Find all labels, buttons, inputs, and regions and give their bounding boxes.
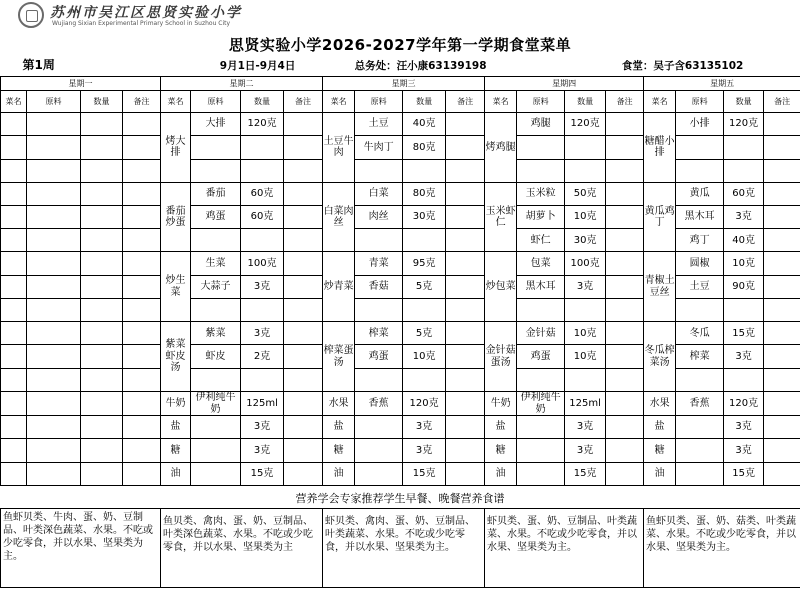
table-row: [1, 416, 800, 439]
quantity: 100克: [241, 252, 284, 275]
quantity: 30克: [565, 229, 606, 252]
col-quantity: 数量: [403, 90, 446, 112]
dish-fri-2: 黄瓜鸡丁: [644, 182, 676, 252]
quantity: 125ml: [241, 391, 284, 415]
quantity: 90克: [724, 275, 764, 298]
quantity: 60克: [241, 182, 284, 205]
quantity: 3克: [241, 322, 284, 345]
quantity: 15克: [565, 462, 606, 485]
seasoning-sugar: 糖: [161, 439, 191, 462]
ingredient: 鸡腿: [517, 113, 565, 136]
quantity: 3克: [724, 206, 764, 229]
quantity: 3克: [565, 416, 606, 439]
quantity: 15克: [724, 462, 764, 485]
dish-thu-4: 金针菇蛋汤: [485, 322, 517, 392]
col-ingredient: 原料: [27, 90, 81, 112]
ingredient: 榨菜: [676, 345, 724, 368]
table-row: [1, 136, 800, 159]
seasoning-oil: 油: [323, 462, 355, 485]
ingredient: 香蕉: [676, 391, 724, 415]
col-ingredient: 原料: [355, 90, 403, 112]
dish-thu-3: 炒包菜: [485, 252, 517, 322]
col-ingredient: 原料: [676, 90, 724, 112]
table-row: [1, 159, 800, 182]
seasoning-oil: 油: [161, 462, 191, 485]
quantity: 10克: [565, 345, 606, 368]
table-row: [1, 368, 800, 391]
seasoning-sugar: 糖: [485, 439, 517, 462]
quantity: 120克: [565, 113, 606, 136]
seasoning-oil: 油: [644, 462, 676, 485]
canteen-contact: 食堂：吴子含63135102: [621, 59, 744, 72]
nutrition-thu: 虾贝类、蛋、奶、豆制品、叶类蔬菜、水果。不吃或少吃零食，并以水果、坚果类为主。: [485, 509, 644, 588]
dish-tue-4: 紫菜虾皮汤: [161, 322, 191, 392]
quantity: 10克: [403, 345, 446, 368]
quantity: 120克: [724, 391, 764, 415]
quantity: 40克: [403, 113, 446, 136]
col-quantity: 数量: [565, 90, 606, 112]
dish-tue-3: 炒生菜: [161, 252, 191, 322]
table-row: [1, 439, 800, 462]
table-row: [1, 298, 800, 321]
quantity: 125ml: [565, 391, 606, 415]
dish-fri-3: 青椒土豆丝: [644, 252, 676, 322]
table-row: [1, 345, 800, 368]
quantity: 5克: [403, 322, 446, 345]
day-header-row: [1, 76, 800, 90]
quantity: 2克: [241, 345, 284, 368]
ingredient: 牛肉丁: [355, 136, 403, 159]
date-range: 9月1日-9月4日: [219, 59, 296, 72]
quantity: 3克: [241, 275, 284, 298]
table-row: [1, 462, 800, 485]
ingredient: 金针菇: [517, 322, 565, 345]
ingredient: 肉丝: [355, 206, 403, 229]
nutrition-table: [0, 508, 800, 588]
quantity: 80克: [403, 136, 446, 159]
quantity: 3克: [241, 439, 284, 462]
nutrition-tue: 鱼贝类、禽肉、蛋、奶、豆制品、叶类深色蔬菜、水果。不吃或少吃零食，并以水果、坚果类为主: [161, 509, 323, 588]
page-header: [0, 0, 800, 36]
dish-tue-1: 烤大排: [161, 113, 191, 183]
table-row: [1, 229, 800, 252]
table-row: [1, 252, 800, 275]
quantity: 60克: [724, 182, 764, 205]
table-row: [1, 391, 800, 415]
menu-table: [0, 56, 800, 486]
quantity: 120克: [724, 113, 764, 136]
quantity: 120克: [403, 391, 446, 415]
ingredient: 鸡蛋: [517, 345, 565, 368]
seasoning-salt: 盐: [161, 416, 191, 439]
dish-wed-4: 榨菜蛋汤: [323, 322, 355, 392]
day-header-tue: 星期二: [161, 76, 323, 90]
day-header-wed: 星期三: [323, 76, 485, 90]
ingredient: 玉米粒: [517, 182, 565, 205]
col-dish: 菜名: [644, 90, 676, 112]
dish-thu-1: 烤鸡腿: [485, 113, 517, 183]
day-header-fri: 星期五: [644, 76, 800, 90]
dish-tue-5: 牛奶: [161, 391, 191, 415]
ingredient: 黑木耳: [517, 275, 565, 298]
ingredient: 小排: [676, 113, 724, 136]
ingredient: 土豆: [676, 275, 724, 298]
quantity: 120克: [241, 113, 284, 136]
col-dish: 菜名: [161, 90, 191, 112]
quantity: 10克: [565, 322, 606, 345]
dish-fri-5: 水果: [644, 391, 676, 415]
quantity: 100克: [565, 252, 606, 275]
dish-wed-5: 水果: [323, 391, 355, 415]
ingredient: 土豆: [355, 113, 403, 136]
quantity: 50克: [565, 182, 606, 205]
column-header-row: [1, 90, 800, 112]
col-note: 备注: [284, 90, 323, 112]
seasoning-salt: 盐: [323, 416, 355, 439]
seasoning-salt: 盐: [485, 416, 517, 439]
ingredient: 榨菜: [355, 322, 403, 345]
school-logo-icon: [18, 2, 44, 28]
quantity: 95克: [403, 252, 446, 275]
dish-thu-2: 玉米虾仁: [485, 182, 517, 252]
seasoning-oil: 油: [485, 462, 517, 485]
ingredient: 香蕉: [355, 391, 403, 415]
ingredient: 黑木耳: [676, 206, 724, 229]
col-dish: 菜名: [323, 90, 355, 112]
dish-wed-2: 白菜肉丝: [323, 182, 355, 252]
info-row: [1, 56, 800, 76]
quantity: 10克: [724, 252, 764, 275]
ingredient: 大蒜子: [191, 275, 241, 298]
quantity: 5克: [403, 275, 446, 298]
ingredient: 香菇: [355, 275, 403, 298]
quantity: 3克: [565, 275, 606, 298]
quantity: 3克: [241, 416, 284, 439]
col-note: 备注: [606, 90, 644, 112]
col-ingredient: 原料: [191, 90, 241, 112]
ingredient: 胡萝卜: [517, 206, 565, 229]
ingredient: 鸡丁: [676, 229, 724, 252]
col-note: 备注: [764, 90, 800, 112]
ingredient: 虾仁: [517, 229, 565, 252]
ingredient: 冬瓜: [676, 322, 724, 345]
quantity: 3克: [403, 439, 446, 462]
dish-thu-5: 牛奶: [485, 391, 517, 415]
quantity: 3克: [403, 416, 446, 439]
quantity: 10克: [565, 206, 606, 229]
quantity: 3克: [724, 416, 764, 439]
ingredient: 圆椒: [676, 252, 724, 275]
quantity: 80克: [403, 182, 446, 205]
school-name-en: Wujiang Sixian Experimental Primary School in Suzhou City: [52, 20, 231, 27]
manager-contact: 总务处：汪小康63139198: [354, 59, 487, 72]
ingredient: 虾皮: [191, 345, 241, 368]
nutrition-mon: 鱼虾贝类、牛肉、蛋、奶、豆制品、叶类深色蔬菜、水果。不吃或少吃零食，并以水果、坚果类为主。: [1, 509, 161, 588]
quantity: 3克: [724, 439, 764, 462]
ingredient: 伊利纯牛奶: [191, 391, 241, 415]
table-row: [1, 182, 800, 205]
dish-fri-1: 糖醋小排: [644, 113, 676, 183]
ingredient: 黄瓜: [676, 182, 724, 205]
nutrition-wed: 虾贝类、禽肉、蛋、奶、豆制品、叶类蔬菜、水果。不吃或少吃零食，并以水果、坚果类为主。: [323, 509, 485, 588]
ingredient: 大排: [191, 113, 241, 136]
seasoning-sugar: 糖: [644, 439, 676, 462]
dish-fri-4: 冬瓜榨菜汤: [644, 322, 676, 392]
ingredient: 青菜: [355, 252, 403, 275]
ingredient: 鸡蛋: [191, 206, 241, 229]
nutrition-fri: 鱼虾贝类、蛋、奶、菇类、叶类蔬菜、水果。不吃或少吃零食，并以水果、坚果类为主。: [644, 509, 800, 588]
col-quantity: 数量: [724, 90, 764, 112]
quantity: 3克: [724, 345, 764, 368]
col-note: 备注: [123, 90, 161, 112]
col-dish: 菜名: [485, 90, 517, 112]
page-title: 思贤实验小学2026-2027学年第一学期食堂菜单: [228, 36, 572, 54]
col-quantity: 数量: [241, 90, 284, 112]
dish-tue-2: 番茄炒蛋: [161, 182, 191, 252]
col-ingredient: 原料: [517, 90, 565, 112]
quantity: 3克: [565, 439, 606, 462]
day-header-thu: 星期四: [485, 76, 644, 90]
col-note: 备注: [446, 90, 485, 112]
ingredient: 生菜: [191, 252, 241, 275]
seasoning-salt: 盐: [644, 416, 676, 439]
dish-wed-3: 炒青菜: [323, 252, 355, 322]
ingredient: 番茄: [191, 182, 241, 205]
quantity: 60克: [241, 206, 284, 229]
ingredient: 包菜: [517, 252, 565, 275]
table-row: [1, 206, 800, 229]
col-quantity: 数量: [81, 90, 123, 112]
quantity: 30克: [403, 206, 446, 229]
table-row: [1, 113, 800, 136]
school-name-cn: 苏州市吴江区思贤实验小学: [50, 5, 242, 21]
ingredient: 鸡蛋: [355, 345, 403, 368]
ingredient: 紫菜: [191, 322, 241, 345]
table-row: [1, 275, 800, 298]
dish-wed-1: 土豆牛肉: [323, 113, 355, 183]
day-header-mon: 星期一: [1, 76, 161, 90]
ingredient: 伊利纯牛奶: [517, 391, 565, 415]
week-label: 第1周: [22, 57, 55, 72]
nutrition-title: 营养学会专家推荐学生早餐、晚餐营养食谱: [295, 492, 505, 505]
quantity: 15克: [724, 322, 764, 345]
quantity: 15克: [403, 462, 446, 485]
ingredient: 白菜: [355, 182, 403, 205]
quantity: 40克: [724, 229, 764, 252]
col-dish: 菜名: [1, 90, 27, 112]
quantity: 15克: [241, 462, 284, 485]
table-row: [1, 322, 800, 345]
seasoning-sugar: 糖: [323, 439, 355, 462]
